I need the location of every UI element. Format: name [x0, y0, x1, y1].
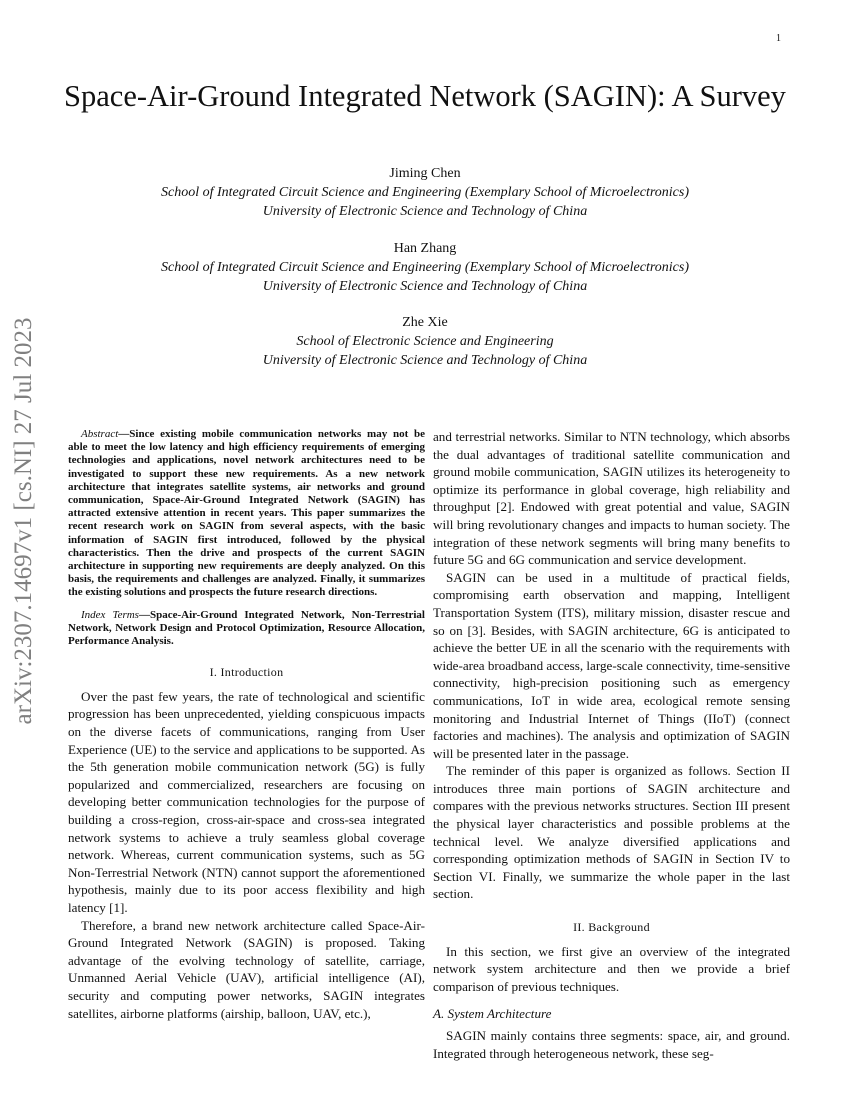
- index-terms-label: Index Terms: [81, 608, 139, 621]
- abstract: [68, 428, 425, 600]
- author-affiliation: School of Electronic Science and Engineering: [296, 334, 554, 349]
- section-heading-introduction: I. Introduction: [209, 665, 284, 680]
- section-heading-background: II. Background: [573, 920, 650, 935]
- author-affiliation: University of Electronic Science and Technology of China: [262, 279, 588, 294]
- author-name: Jiming Chen: [389, 166, 461, 181]
- author-affiliation: School of Integrated Circuit Science and Engineering (Exemplary School of Microelectronics): [161, 260, 689, 275]
- author-name: Han Zhang: [393, 241, 457, 256]
- arxiv-stamp: [4, 286, 44, 756]
- arxiv-stamp-text: arXiv:2307.14697v1 [cs.NI] 27 Jul 2023: [10, 317, 37, 725]
- paragraph: SAGIN can be used in a multitude of practical fields, compromising earth observation and mapping, Intelligent Transportation System (ITS), military mission, disaster rescue and so on [3]. Besides, with SAGIN architecture, 6G is anticipated to achieve the better UE in all the scenario with the requirements with wide-area broadband access, large-scale connectivity, time-sensitive connectivity, high-precision positioning such as emergency communications, IoT in wide area, ecological remote sensing monitoring and Industrial Internet of Things (IIoT) (connect factories and machines). The analysis and optimization of SAGIN will be presented later in the passage.: [433, 569, 791, 761]
- author-affiliation: School of Integrated Circuit Science and Engineering (Exemplary School of Microelectronics): [161, 185, 689, 200]
- paragraph: Over the past few years, the rate of technological and scientific progression has been unprecedented, yielding conspicuous impacts on the diverse facets of communications, ranging from User Experience (UE) to the service and applications to be supported. As the 5th generation mobile communication network (5G) is fully popularized and commercialized, researchers are focusing on developing better communication technologies for the purpose of building a cross-region, cross-air-space and cross-sea integrated network systems to achieve a truly seamless global coverage network. Whereas, current communication systems, such as 5G Non-Terrestrial Network (NTN) cannot support the aforementioned hypothesis, mainly due to its poor access flexibility and high latency [1].: [68, 688, 425, 915]
- paragraph: In this section, we first give an overview of the integrated network system architecture and then we provide a brief comparison of previous techniques.: [433, 943, 790, 994]
- paragraph: and terrestrial networks. Similar to NTN technology, which absorbs the dual advantages of traditional satellite communication and ground mobile communication, SAGIN utilizes its heterogeneity to optimize its performance in global coverage, high reliability and throughput [2]. Endowed with great potential and value, SAGIN will bring revolutionary changes and impacts to human society. The integration of these network segments will bring many benefits to future 5G and 6G communication and service development.: [433, 429, 790, 568]
- author-name: Zhe Xie: [402, 315, 448, 330]
- right-column: [433, 428, 790, 1062]
- paper-title: Space-Air-Ground Integrated Network (SAGIN): A Survey: [64, 79, 786, 113]
- index-terms: [68, 609, 425, 649]
- author-block-1: [60, 164, 790, 221]
- author-block-3: [60, 313, 790, 370]
- left-column: [68, 428, 425, 1022]
- author-block-2: [60, 239, 790, 296]
- abstract-label: Abstract: [81, 428, 119, 440]
- page-number: 1: [776, 33, 781, 44]
- author-affiliation: University of Electronic Science and Technology of China: [262, 204, 588, 219]
- abstract-text: —Since existing mobile communication networks may not be able to meet the low latency and high efficiency requirements of emerging technologies and applications, novel network architectures need to be investigated to support these new requirements. As a new network architecture that integrates satellite systems, air networks and ground communication, Space-Air-Ground Integrated Network (SAGIN) has attracted extensive attention in recent years. This paper summarizes the recent research work on SAGIN from several aspects, with the basic information of SAGIN first introduced, followed by the physical characteristics. Then the drive and prospects of the current SAGIN architecture in supporting new requirements are deeply analyzed. On this basis, the requirements and challenges are analyzed. Finally, it summarizes the existing solutions and prospects the future research directions.: [68, 428, 425, 599]
- author-affiliation: University of Electronic Science and Technology of China: [262, 353, 588, 368]
- paragraph: SAGIN mainly contains three segments: space, air, and ground. Integrated through heterogeneous network, these seg-: [433, 1028, 790, 1061]
- subsection-heading-system-architecture: A. System Architecture: [433, 1006, 552, 1022]
- index-terms-text: —Space-Air-Ground Integrated Network, Non-Terrestrial Network, Network Design and Protocol Optimization, Resource Allocation, Performance Analysis.: [68, 608, 425, 648]
- paragraph: The reminder of this paper is organized as follows. Section II introduces three main portions of SAGIN architecture and compares with the previous networks structures. Section III present the physical layer characteristics and possible problems at the technical level. We analyze diversified applications and corresponding optimization methods of SAGIN in Section IV to Section VI. Finally, we summarize the whole paper in the last section.: [433, 763, 790, 902]
- paragraph: Therefore, a brand new network architecture called Space-Air-Ground Integrated Network (SAGIN) is proposed. Taking advantage of the evolving technology of satellite, carriage, Unmanned Aerial Vehicle (UAV), artificial intelligence (AI), security and computing power networks, SAGIN integrates satellites, airborne platforms (airship, balloon, UAV, etc.),: [68, 917, 425, 1021]
